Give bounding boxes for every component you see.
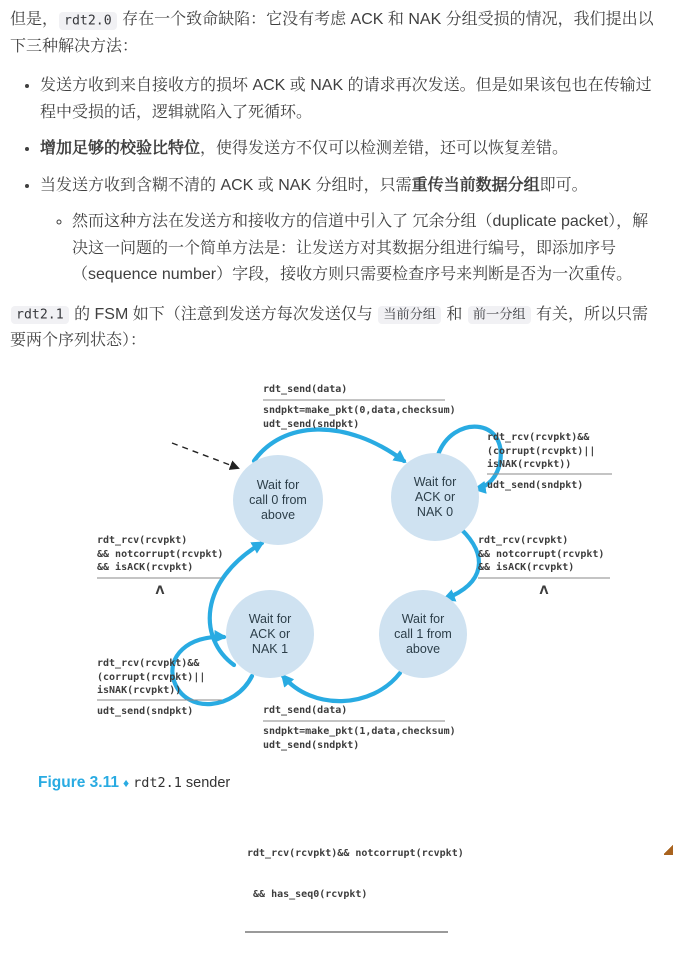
svg-text:udt_send(sndpkt): udt_send(sndpkt) bbox=[263, 419, 360, 431]
bold-text: 增加足够的校验比特位 bbox=[40, 140, 201, 158]
svg-text:rdt_rcv(rcvpkt)&&: rdt_rcv(rcvpkt)&& bbox=[487, 432, 590, 444]
state-text: call 0 from bbox=[249, 493, 307, 508]
state-text: Wait for bbox=[401, 612, 445, 627]
initial-state-arrow bbox=[172, 443, 238, 468]
figure-caption bbox=[38, 770, 663, 796]
svg-text:(corrupt(rcvpkt)||: (corrupt(rcvpkt)|| bbox=[487, 446, 596, 458]
svg-text:Λ: Λ bbox=[155, 583, 165, 598]
transition-arrow-ack0 bbox=[445, 529, 479, 599]
inline-code: rdt2.1 bbox=[11, 306, 69, 324]
state-text: ACK or bbox=[414, 490, 456, 505]
state-text: above bbox=[405, 642, 441, 657]
intro-paragraph bbox=[10, 7, 663, 60]
figure-caption-text: sender bbox=[181, 774, 231, 791]
state-text: Wait for bbox=[248, 612, 292, 627]
text-segment: 和 bbox=[441, 305, 467, 323]
next-figure-condition-line: rdt_rcv(rcvpkt)&& notcorrupt(rcvpkt) bbox=[247, 848, 464, 860]
text-segment: 然而这种方法在发送方和接收方的信道中引入了 冗余分组（duplicate packet），解决这一问题的一个简单方法是：让发送方对其数据分组进行编号，即添加序号（sequence number）字段，接收方则只需要检查序号来判断是否为一次重传。 bbox=[72, 213, 649, 284]
text-segment: 有关，所以只需要两个序列状态）： bbox=[10, 305, 649, 350]
fsm-figure bbox=[0, 375, 673, 762]
transition-label-send1 bbox=[263, 705, 456, 751]
text-segment: 但是， bbox=[10, 11, 59, 28]
svg-text:isNAK(rcvpkt)): isNAK(rcvpkt)) bbox=[97, 685, 182, 697]
transition-arrow-send1 bbox=[283, 673, 400, 701]
svg-text:sndpkt=make_pkt(0,data,checksu: sndpkt=make_pkt(0,data,checksum) bbox=[263, 405, 456, 417]
text-segment: 当发送方收到含糊不清的 ACK 或 NAK 分组时，只需 bbox=[40, 176, 412, 194]
inline-code: rdt2.0 bbox=[59, 12, 117, 30]
state-text: NAK 1 bbox=[251, 642, 289, 657]
svg-text:&& isACK(rcvpkt): && isACK(rcvpkt) bbox=[97, 562, 194, 574]
next-figure-condition-line: && has_seq0(rcvpkt) bbox=[247, 888, 368, 900]
svg-text:udt_send(sndpkt): udt_send(sndpkt) bbox=[263, 740, 360, 752]
figure-caption-label: Figure 3.11 bbox=[38, 773, 119, 791]
sub-list bbox=[40, 209, 663, 289]
state-text: call 1 from bbox=[394, 627, 452, 642]
svg-text:rdt_send(data): rdt_send(data) bbox=[263, 384, 348, 396]
list-item-text bbox=[40, 177, 588, 194]
transition-label-send0 bbox=[263, 384, 456, 430]
condition-action-rule bbox=[245, 931, 448, 933]
svg-text:Λ: Λ bbox=[539, 583, 549, 598]
state-wait-acknak-0 bbox=[391, 453, 479, 541]
inline-code: 前一分组 bbox=[468, 306, 531, 324]
solutions-list bbox=[10, 73, 663, 289]
svg-text:sndpkt=make_pkt(1,data,checksu: sndpkt=make_pkt(1,data,checksum) bbox=[263, 726, 456, 738]
svg-text:rdt_rcv(rcvpkt): rdt_rcv(rcvpkt) bbox=[478, 535, 569, 547]
state-text: ACK or bbox=[249, 627, 291, 642]
svg-text:&& notcorrupt(rcvpkt): && notcorrupt(rcvpkt) bbox=[478, 549, 605, 561]
state-wait-acknak-1 bbox=[226, 590, 314, 678]
cursor-artifact bbox=[664, 845, 673, 855]
state-text: above bbox=[260, 508, 296, 523]
fsm-intro-paragraph bbox=[10, 302, 663, 355]
list-item bbox=[40, 136, 663, 163]
state-wait-call-0 bbox=[233, 455, 323, 545]
state-wait-call-1 bbox=[379, 590, 467, 678]
svg-text:(corrupt(rcvpkt)||: (corrupt(rcvpkt)|| bbox=[97, 672, 206, 684]
text-segment: ，使得发送方不仅可以检测差错，还可以恢复差错。 bbox=[200, 140, 569, 158]
svg-text:&& notcorrupt(rcvpkt): && notcorrupt(rcvpkt) bbox=[97, 549, 224, 561]
svg-text:&& isACK(rcvpkt): && isACK(rcvpkt) bbox=[478, 562, 575, 574]
figure-caption-code: rdt2.1 bbox=[133, 774, 182, 791]
transition-label-loop1 bbox=[97, 658, 222, 717]
svg-text:rdt_send(data): rdt_send(data) bbox=[263, 705, 348, 717]
text-segment: 存在一个致命缺陷：它没有考虑 ACK 和 NAK 分组受损的情况，我们提出以下三种解决方法： bbox=[10, 11, 654, 55]
state-text: Wait for bbox=[256, 478, 300, 493]
svg-text:isNAK(rcvpkt)): isNAK(rcvpkt)) bbox=[487, 459, 572, 471]
bold-text: 重传当前数据分组 bbox=[411, 176, 540, 194]
fsm-diagram bbox=[0, 375, 673, 752]
svg-text:udt_send(sndpkt): udt_send(sndpkt) bbox=[487, 480, 584, 492]
transition-label-ack1 bbox=[97, 535, 223, 597]
text-segment: 发送方收到来自接收方的损坏 ACK 或 NAK 的请求再次发送。但是如果该包也在传输过程中受损的话，逻辑就陷入了死循环。 bbox=[40, 77, 652, 121]
next-figure-partial bbox=[247, 820, 477, 960]
state-text: NAK 0 bbox=[416, 505, 454, 520]
sub-list-item bbox=[72, 209, 663, 289]
svg-text:rdt_rcv(rcvpkt): rdt_rcv(rcvpkt) bbox=[97, 535, 188, 547]
list-item bbox=[40, 73, 663, 126]
state-text: Wait for bbox=[413, 475, 457, 490]
svg-text:rdt_rcv(rcvpkt)&&: rdt_rcv(rcvpkt)&& bbox=[97, 658, 200, 670]
transition-label-ack0 bbox=[478, 535, 610, 597]
diamond-icon: ♦ bbox=[122, 775, 130, 790]
list-item bbox=[40, 173, 663, 289]
inline-code: 当前分组 bbox=[378, 306, 441, 324]
transition-label-loop0 bbox=[487, 432, 612, 491]
svg-text:udt_send(sndpkt): udt_send(sndpkt) bbox=[97, 706, 194, 718]
text-segment: 的 FSM 如下（注意到发送方每次发送仅与 bbox=[69, 305, 378, 323]
text-segment: 即可。 bbox=[539, 176, 588, 194]
